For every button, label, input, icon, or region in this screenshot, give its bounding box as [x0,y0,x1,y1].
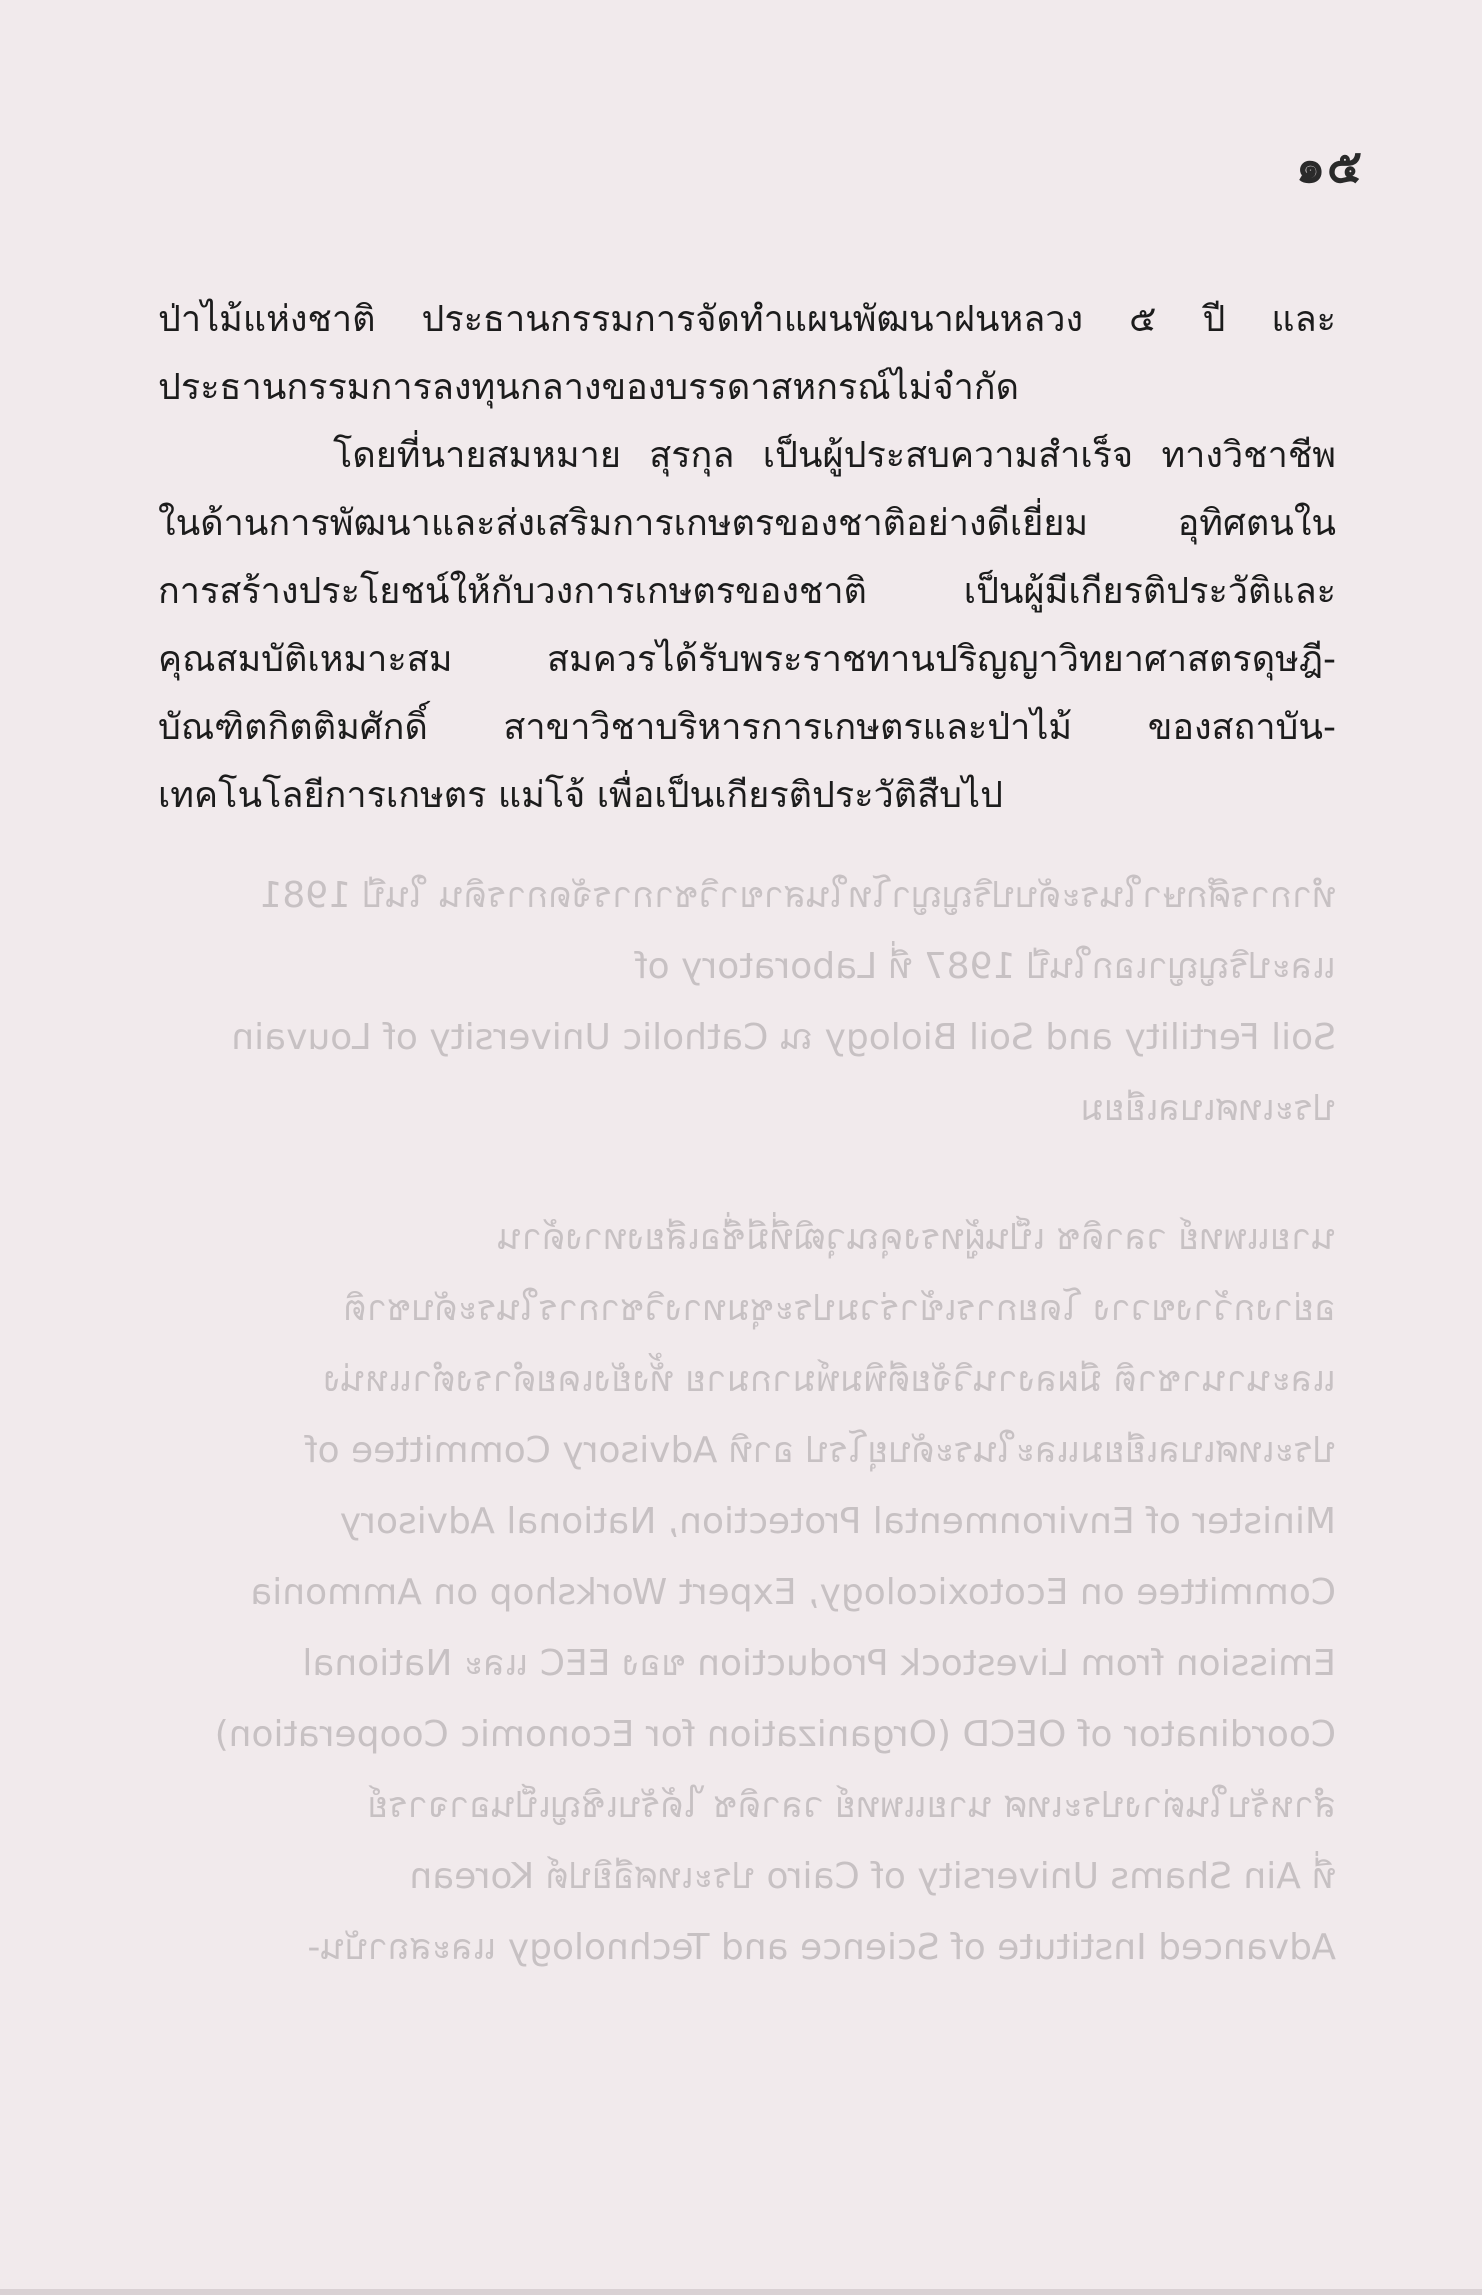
text-line: การสร้างประโยชน์ให้กับวงการเกษตรของชาติ เป็นผู้มีเกียรติประวัติและ [158,571,1336,612]
bleed-line: Advanced Institute of Science and Technology และสถาบัน- [307,1927,1336,1968]
page-number [1296,130,1364,203]
bleed-through-text [158,860,1336,1983]
text-line: ป่าไม้แห่งชาติ ประธานกรรมการจัดทำแผนพัฒนาฝนหลวง ๕ ปี และ [158,299,1336,340]
text-line: ประธานกรรมการลงทุนกลางของบรรดาสหกรณ์ไม่จำกัด [158,367,1019,408]
bleed-line: Minister of Environmental Protection, National Advisory [339,1501,1336,1542]
text-line: คุณสมบัติเหมาะสม สมควรได้รับพระราชทานปริญญาวิทยาศาสตรดุษฎี- [158,639,1336,680]
bleed-line: Emission from Livestock Production ของ EEC และ National [302,1643,1336,1684]
text-line: เทคโนโลยีการเกษตร แม่โจ้ เพื่อเป็นเกียรติประวัติสืบไป [158,775,1003,816]
bleed-line: และนานาชาติ มีผลงานวิจัยตีพิมพ์มากมาย ทั้งยังเคยดำรงตำแหน่ง [323,1359,1336,1400]
bleed-line: ทำการศึกษาในระดับปริญญาโทในสาขาวิชาการจัดการดิน ในปี 1981 [259,875,1336,916]
page-edge [0,2289,1482,2295]
paragraph [158,422,1336,830]
text-line: โดยที่นายสมหมาย สุรกุล เป็นผู้ประสบความสำเร็จ ทางวิชาชีพ [333,435,1336,476]
body-text [158,286,1336,830]
bleed-line: นายแพทย์ วลาดิช เป็นผู้ทรงคุณวุฒิที่มีชื่อเสียงทางด้าน [497,1217,1336,1258]
bleed-line: Coordinator of OECD (Organization for Economic Cooperation) [214,1714,1336,1755]
bleed-line: Committee on Ecotoxicology, Expert Workshop on Ammonia [250,1572,1336,1613]
bleed-line: ประเทศเบลเยียม [1080,1088,1336,1129]
text-line: บัณฑิตกิตติมศักดิ์ สาขาวิชาบริหารการเกษตรและป่าไม้ ของสถาบัน- [158,707,1336,748]
bleed-line: ที่ Ain Shams University of Cairo ประเทศอียิปต์ Korean [409,1856,1336,1897]
bleed-line: และปริญญาเอกในปี 1987 ที่ Laboratory of [634,946,1336,987]
page-number-text: ๑๕ [1295,139,1364,193]
bleed-line: อย่างกว้างขวาง โดยการเข้าร่วมประชุมทางวิชาการในระดับชาติ [343,1288,1336,1329]
bleed-line: ประเทศเบลเยียมและในระดับยุโรป อาทิ Advisory Committee of [304,1430,1336,1471]
text-line: ในด้านการพัฒนาและส่งเสริมการเกษตรของชาติอย่างดีเยี่ยม อุทิศตนใน [158,503,1336,544]
bleed-line: สำหรับในต่างประเทศ นายแพทย์ วลาดิช ได้รับเชิญเป็นอาจารย์ [367,1785,1336,1826]
bleed-line: Soil Fertility and Soil Biology ณ Catholic University of Louvain [231,1017,1336,1058]
paragraph [158,286,1336,422]
